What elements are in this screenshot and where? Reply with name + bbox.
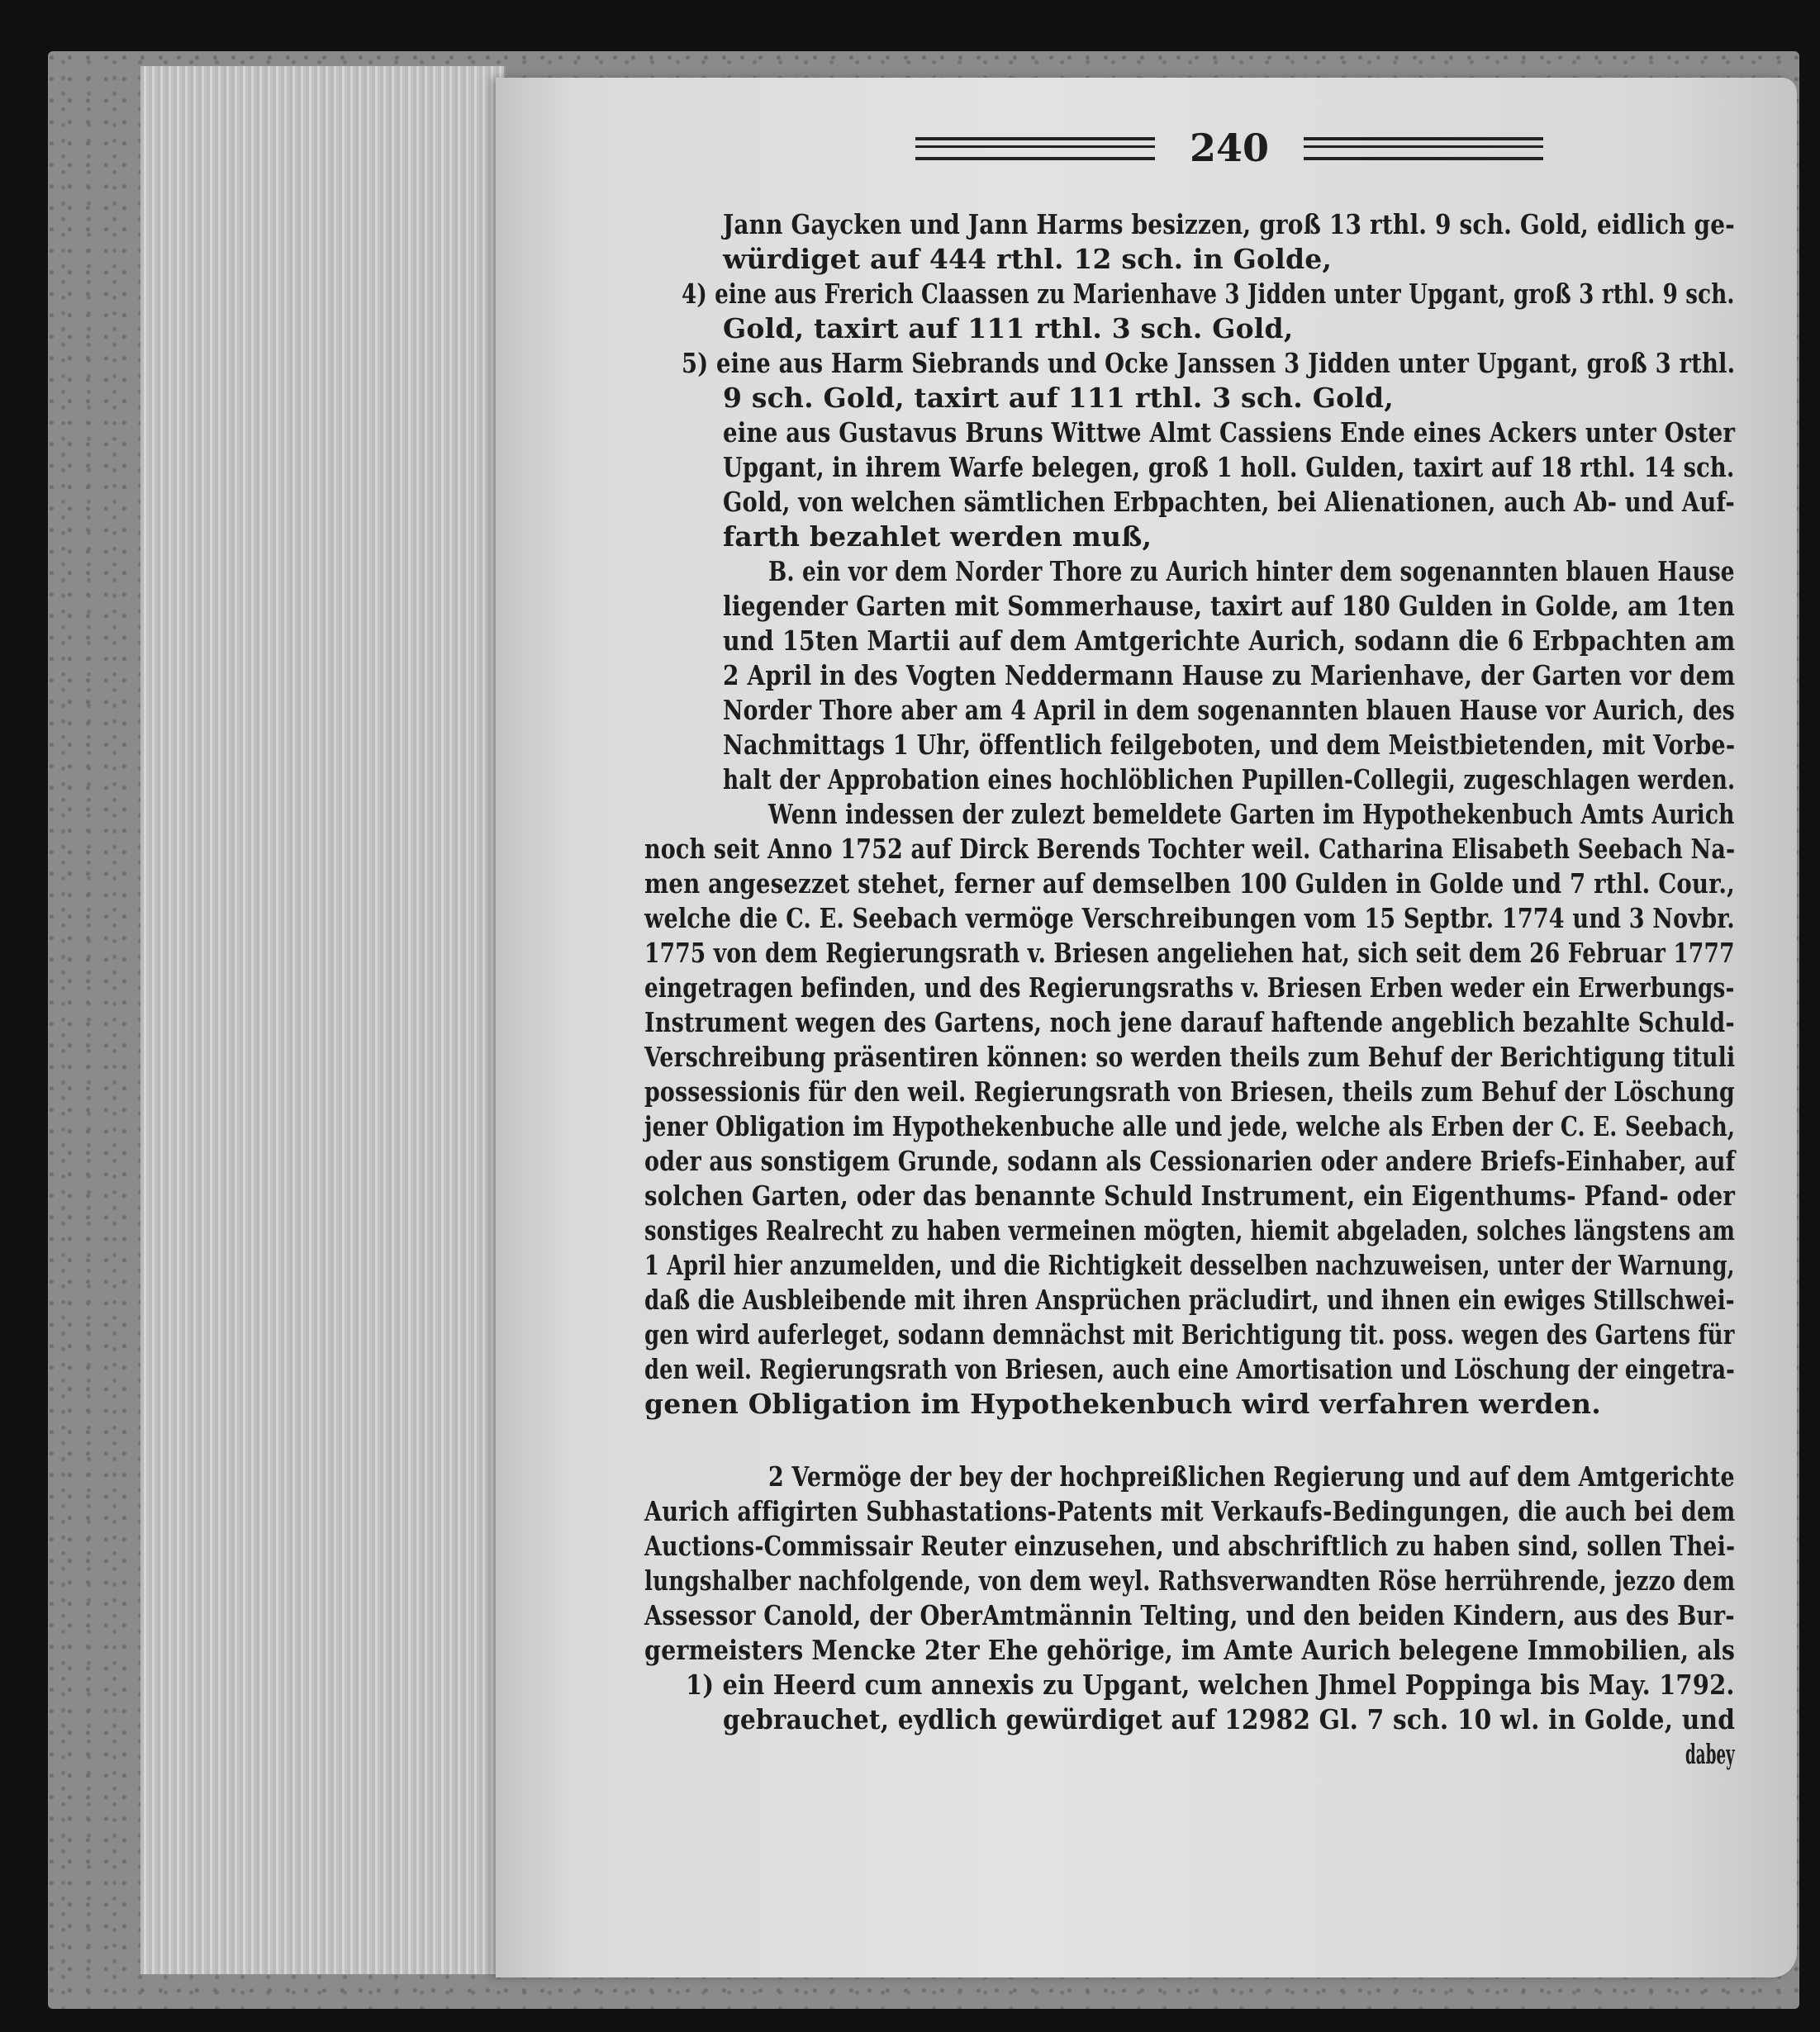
text-line: Auctions-Commissair Reuter einzusehen, und abschriftlich zu haben sind, sollen Thei- (644, 1530, 1736, 1562)
text-line: oder aus sonstigem Grunde, sodann als Cessionarien oder andere Briefs-Einhaber, auf (644, 1145, 1736, 1177)
text-line: und 15ten Martii auf dem Amtgerichte Aurich, sodann die 6 Erbpachten am (723, 624, 1736, 657)
text-line: farth bezahlet werden muß, (723, 520, 1152, 553)
text-line: genen Obligation im Hypothekenbuch wird verfahren werden. (644, 1388, 1601, 1420)
page-number: 240 (1189, 126, 1270, 170)
text-line: 2 April in des Vogten Neddermann Hause zu Marienhave, der Garten vor dem (723, 659, 1736, 691)
text-line: Upgant, in ihrem Warfe belegen, groß 1 holl. Gulden, taxirt auf 18 rthl. 14 sch. (723, 451, 1735, 483)
text-line: 4) eine aus Frerich Claassen zu Marienhave 3 Jidden unter Upgant, groß 3 rthl. 9 sch. (682, 278, 1735, 310)
text-line: Nachmittags 1 Uhr, öffentlich feilgeboten, und dem Meistbietenden, mit Vorbe- (723, 729, 1736, 761)
header-rule-left (915, 137, 1155, 160)
text-line: Norder Thore aber am 4 April in dem sogenannten blauen Hause vor Aurich, des (723, 694, 1736, 726)
text-line: possessionis für den weil. Regierungsrath von Briesen, theils zum Behuf der Löschung (644, 1075, 1735, 1108)
text-line: 2 Vermöge der bey der hochpreißlichen Regierung und auf dem Amtgerichte (768, 1460, 1735, 1493)
text-line: Gold, taxirt auf 111 rthl. 3 sch. Gold, (723, 312, 1294, 344)
text-line: Assessor Canold, der OberAmtmännin Telting, und den beiden Kindern, aus des Bur- (644, 1599, 1735, 1631)
text-line: noch seit Anno 1752 auf Dirck Berends Tochter weil. Catharina Elisabeth Seebach Na- (644, 833, 1736, 865)
text-line: welche die C. E. Seebach vermöge Verschreibungen vom 15 Septbr. 1774 und 3 Novbr. (644, 902, 1735, 934)
text-line: gebrauchet, eydlich gewürdiget auf 12982 Gl. 7 sch. 10 wl. in Golde, und (723, 1703, 1736, 1735)
text-line: men angesezzet stehet, ferner auf demselben 100 Gulden in Golde und 7 rthl. Cour., (644, 867, 1735, 900)
text-line: liegender Garten mit Sommerhause, taxirt auf 180 Gulden in Golde, am 1ten (723, 590, 1735, 622)
text-line: 1 April hier anzumelden, und die Richtigkeit desselben nachzuweisen, unter der Warnung, (644, 1249, 1735, 1281)
page-edges (140, 66, 506, 1974)
text-line: eine aus Gustavus Bruns Wittwe Almt Cassiens Ende eines Ackers unter Oster (723, 416, 1736, 449)
text-line: solchen Garten, oder das benannte Schuld Instrument, ein Eigenthums- Pfand- oder (644, 1180, 1736, 1212)
text-line: B. ein vor dem Norder Thore zu Aurich hinter dem sogenannten blauen Hause (768, 555, 1735, 587)
text-line: gen wird auferleget, sodann demnächst mit Berichtigung tit. poss. wegen des Gartens für (644, 1318, 1735, 1351)
text-line: Wenn indessen der zulezt bemeldete Garten im Hypothekenbuch Amts Aurich (768, 798, 1735, 830)
text-line: den weil. Regierungsrath von Briesen, auch eine Amortisation und Löschung der eingetra- (644, 1353, 1735, 1385)
text-line: 1775 von dem Regierungsrath v. Briesen angeliehen hat, sich seit dem 26 Februar 1777 (644, 937, 1735, 969)
text-line: halt der Approbation eines hochlöblichen Pupillen-Collegii, zugeschlagen werden. (723, 763, 1736, 795)
text-line: sonstiges Realrecht zu haben vermeinen mögten, hiemit abgeladen, solches längstens am (644, 1214, 1736, 1246)
text-line: daß die Ausbleibende mit ihren Ansprüchen präcludirt, und ihnen ein ewiges Stillschwei- (644, 1284, 1735, 1316)
text-line: Aurich affigirten Subhastations-Patents mit Verkaufs-Bedingungen, die auch bei dem (644, 1495, 1736, 1527)
text-line: germeisters Mencke 2ter Ehe gehörige, im Amte Aurich belegene Immobilien, als (644, 1634, 1736, 1666)
text-line: 1) ein Heerd cum annexis zu Upgant, welchen Jhmel Poppinga bis May. 1792. (686, 1669, 1735, 1701)
text-line: 9 sch. Gold, taxirt auf 111 rthl. 3 sch. Gold, (723, 382, 1394, 414)
text-line: eingetragen befinden, und des Regierungsraths v. Briesen Erben weder ein Erwerbungs- (644, 971, 1735, 1004)
text-line: Instrument wegen des Gartens, noch jene darauf haftende angeblich bezahlte Schuld- (644, 1006, 1735, 1038)
text-line: lungshalber nachfolgende, von dem weyl. Rathsverwandten Röse herrührende, jezzo dem (644, 1564, 1736, 1597)
text-line: Gold, von welchen sämtlichen Erbpachten, bei Alienationen, auch Ab- und Auf- (723, 486, 1735, 518)
text-line: Verschreibung präsentiren können: so werden theils zum Behuf der Berichtigung tituli (644, 1041, 1736, 1073)
header-rule-right (1304, 137, 1543, 160)
text-line: jener Obligation im Hypothekenbuche alle und jede, welche als Erben der C. E. Seebach, (644, 1110, 1736, 1142)
text-line: Jann Gaycken und Jann Harms besizzen, groß 13 rthl. 9 sch. Gold, eidlich ge- (723, 208, 1735, 240)
text-line: würdiget auf 444 rthl. 12 sch. in Golde, (723, 243, 1333, 275)
page-header (915, 122, 1543, 172)
text-line: 5) eine aus Harm Siebrands und Ocke Janssen 3 Jidden unter Upgant, groß 3 rthl. (682, 347, 1736, 379)
catchword: dabey (1685, 1738, 1735, 1770)
